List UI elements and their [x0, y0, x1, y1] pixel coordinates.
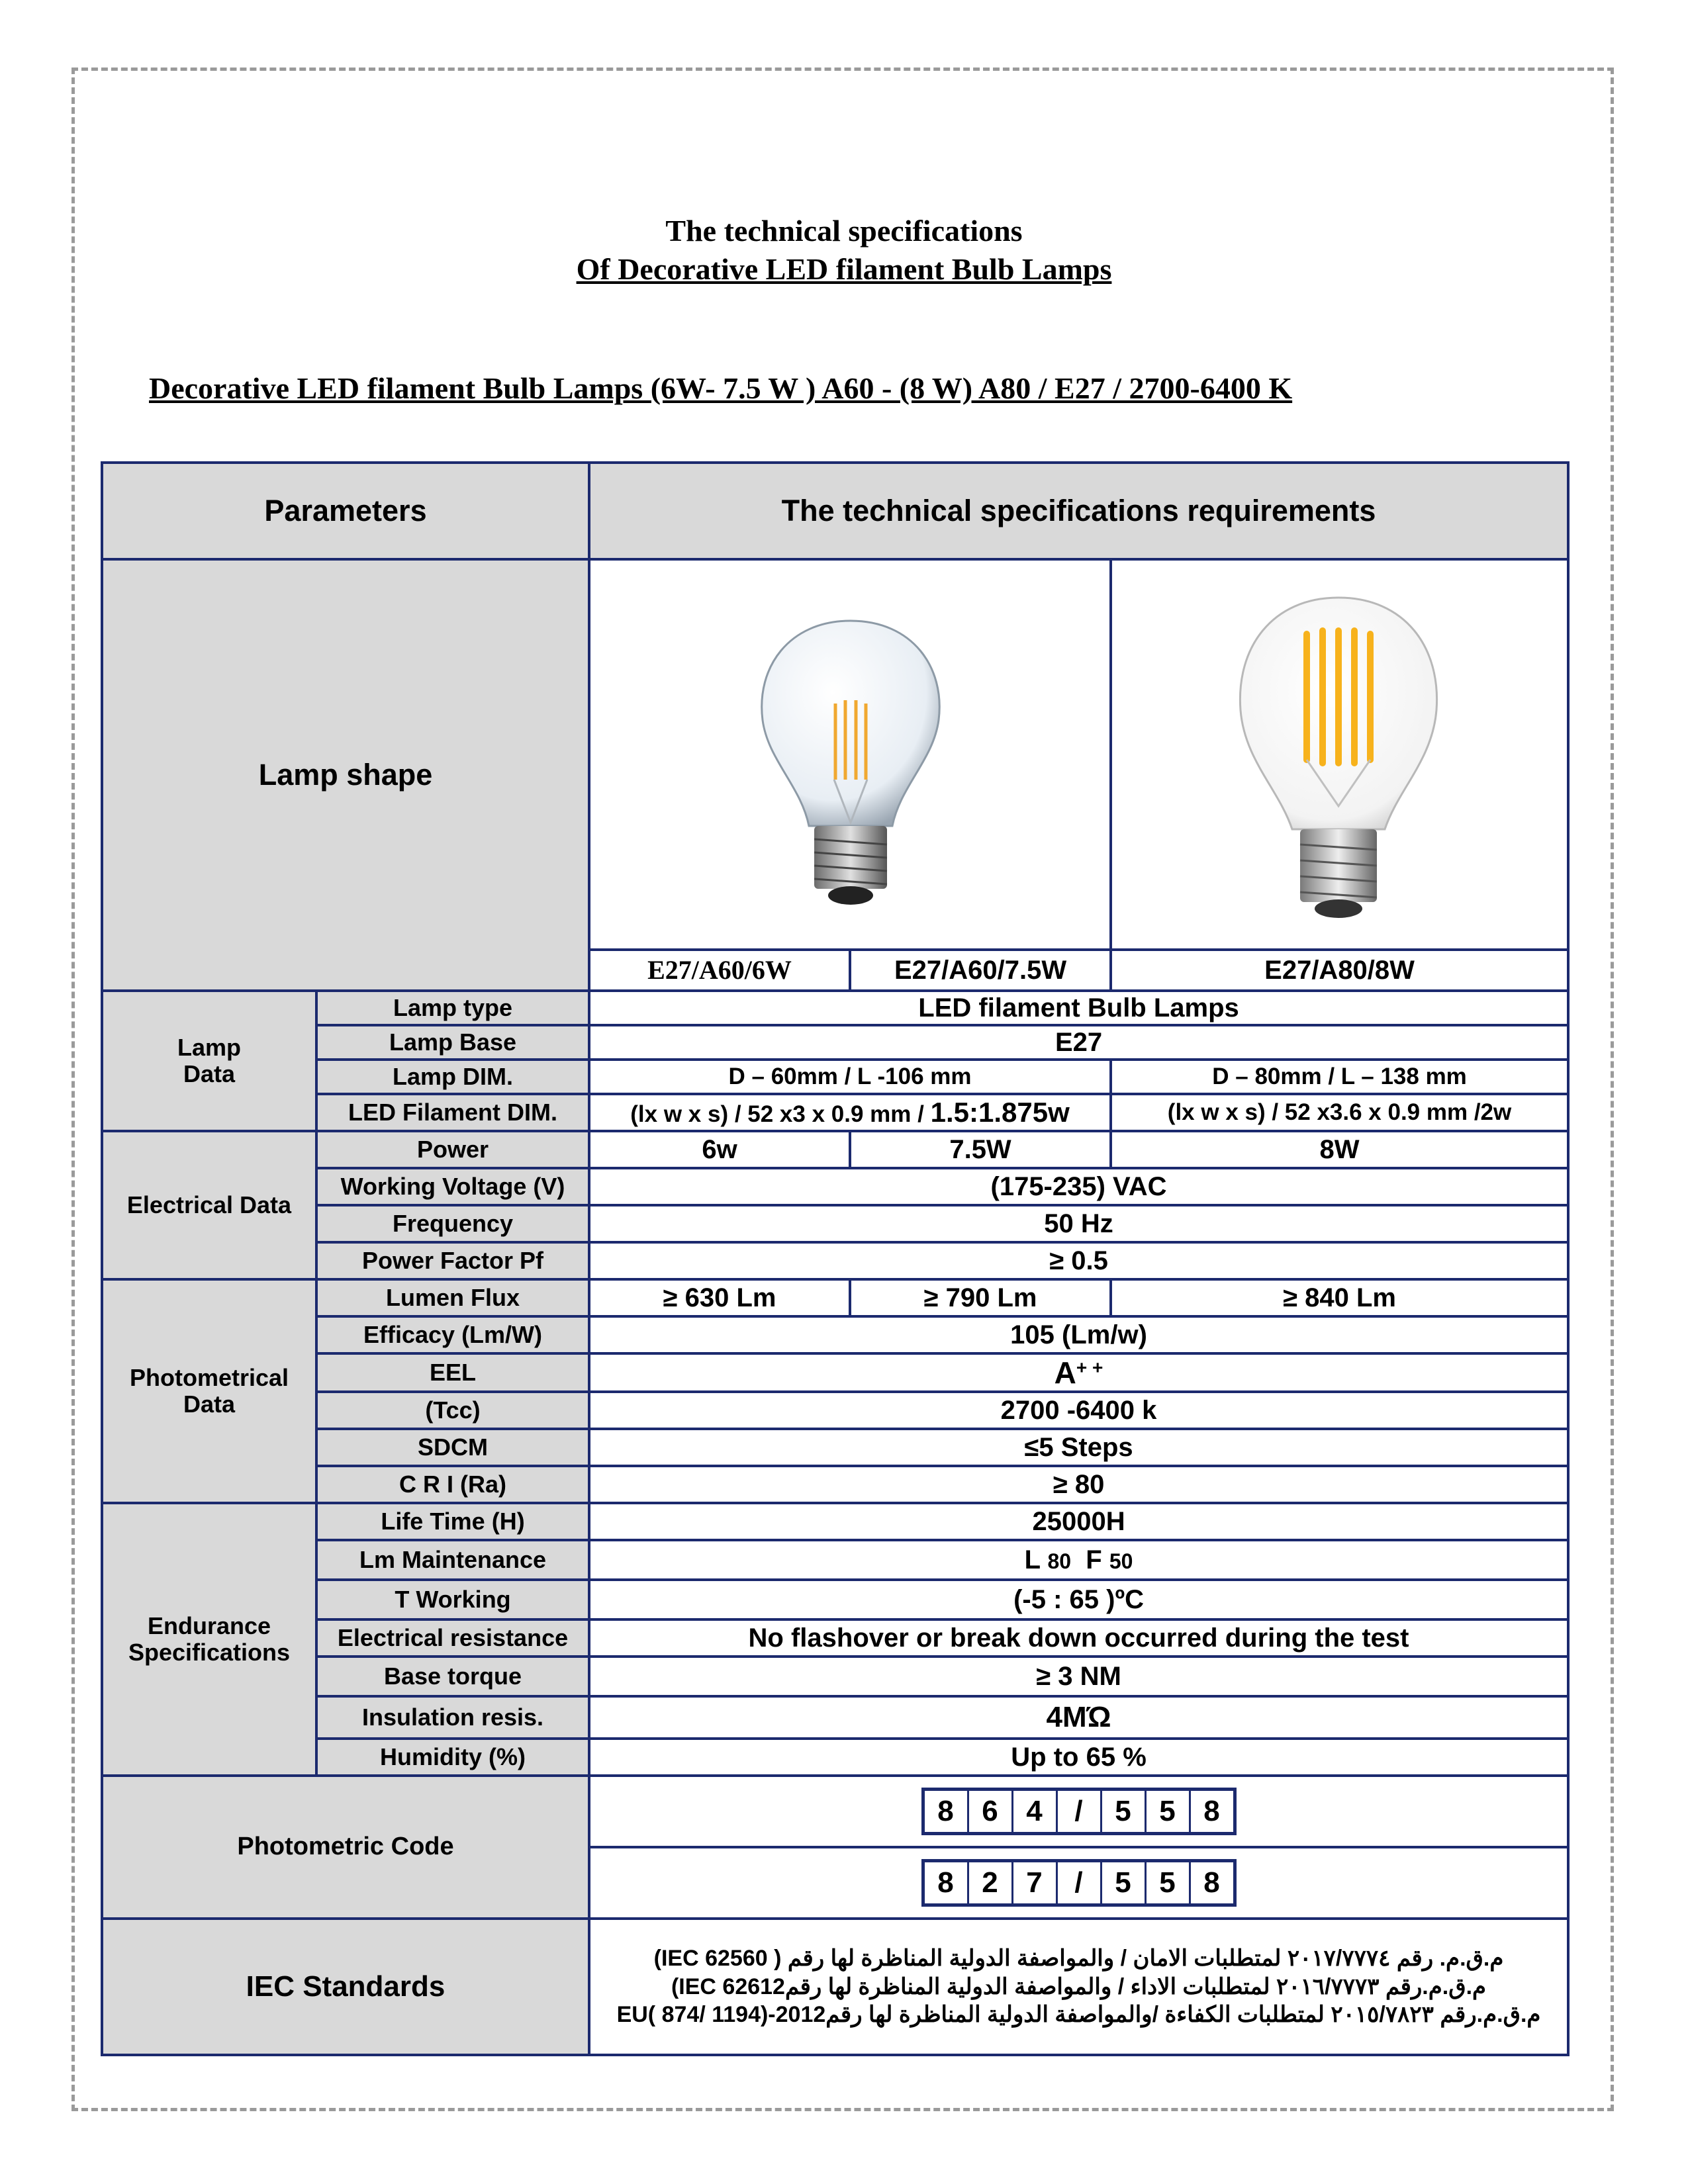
a60-bulb-illustration	[590, 561, 1111, 945]
value-cri: ≥ 80	[589, 1466, 1568, 1503]
lamp-image-a80	[1111, 559, 1568, 950]
label-cri: C R I (Ra)	[316, 1466, 589, 1503]
value-tcc: 2700 -6400 k	[589, 1392, 1568, 1429]
code2-digit: 5	[1102, 1862, 1147, 1903]
code1-digit: 4	[1013, 1791, 1058, 1832]
photometric-code-1	[921, 1788, 1237, 1835]
value-lamp-dim-a80: D – 80mm / L – 138 mm	[1111, 1060, 1568, 1094]
label-efficacy: Efficacy (Lm/W)	[316, 1316, 589, 1353]
iec-standard-line: م.ق.م.رقم ٢٠١٥/٧٨٢٣ لمتطلبات الكفاءة /والمواصفة الدولية المناظرة لها رقم2012-(1194 /874 )EU	[616, 2002, 1541, 2028]
value-efficacy: 105 (Lm/w)	[589, 1316, 1568, 1353]
label-electrical-resistance: Electrical resistance	[316, 1619, 589, 1657]
iec-standard-line: م.ق.م.رقم ٢٠١٦/٧٧٧٣ لمتطلبات الاداء / والمواصفة الدولية المناظرة لها رقمIEC 62612)	[671, 1974, 1487, 1999]
document-title-line1: The technical specifications	[665, 214, 1023, 248]
photometric-code-row-2	[589, 1847, 1568, 1919]
label-lamp-base: Lamp Base	[316, 1025, 589, 1060]
document-subtitle: Decorative LED filament Bulb Lamps (6W- 7.5 W ) A60 - (8 W) A80 / E27 / 2700-6400 K	[149, 371, 1293, 405]
value-lumen-790: ≥ 790 Lm	[850, 1279, 1111, 1316]
value-power-6w: 6w	[589, 1131, 850, 1168]
label-working-voltage: Working Voltage (V)	[316, 1168, 589, 1205]
model-e27-a60-6w: E27/A60/6W	[589, 950, 850, 991]
code1-digit: 6	[969, 1791, 1013, 1832]
value-base-torque: ≥ 3 NM	[589, 1657, 1568, 1696]
model-e27-a60-7-5w: E27/A60/7.5W	[850, 950, 1111, 991]
label-power-factor: Power Factor Pf	[316, 1242, 589, 1279]
value-working-voltage: (175-235) VAC	[589, 1168, 1568, 1205]
group-electrical-data: Electrical Data	[102, 1131, 316, 1279]
label-t-working: T Working	[316, 1580, 589, 1619]
code1-separator: /	[1058, 1791, 1102, 1832]
header-parameters: Parameters	[102, 463, 589, 559]
label-iec-standards: IEC Standards	[102, 1919, 589, 2055]
value-frequency: 50 Hz	[589, 1205, 1568, 1242]
a80-bulb-illustration	[1113, 561, 1566, 945]
lamp-image-a60	[589, 559, 1111, 950]
label-frequency: Frequency	[316, 1205, 589, 1242]
value-lumen-630: ≥ 630 Lm	[589, 1279, 850, 1316]
model-e27-a80-8w: E27/A80/8W	[1111, 950, 1568, 991]
label-humidity: Humidity (%)	[316, 1739, 589, 1776]
lamp-shape-label: Lamp shape	[102, 559, 589, 991]
value-humidity: Up to 65 %	[589, 1739, 1568, 1776]
code2-digit: 5	[1147, 1862, 1191, 1903]
iec-standards-list	[589, 1919, 1568, 2055]
value-lamp-dim-a60: D – 60mm / L -106 mm	[589, 1060, 1111, 1094]
label-insulation-resistance: Insulation resis.	[316, 1696, 589, 1739]
code2-digit: 2	[969, 1862, 1013, 1903]
label-lumen-flux: Lumen Flux	[316, 1279, 589, 1316]
value-led-filament-a60: (lx w x s) / 52 x3 x 0.9 mm / 1.5:1.875w	[589, 1094, 1111, 1131]
label-sdcm: SDCM	[316, 1429, 589, 1466]
code1-digit: 5	[1147, 1791, 1191, 1832]
photometric-code-row-1	[589, 1776, 1568, 1847]
value-lamp-type: LED filament Bulb Lamps	[589, 991, 1568, 1025]
value-power-7-5w: 7.5W	[850, 1131, 1111, 1168]
value-lamp-base: E27	[589, 1025, 1568, 1060]
header-requirements: The technical specifications requirements	[589, 463, 1568, 559]
value-lumen-840: ≥ 840 Lm	[1111, 1279, 1568, 1316]
code1-digit: 5	[1102, 1791, 1147, 1832]
label-eel: EEL	[316, 1353, 589, 1392]
value-electrical-resistance: No flashover or break down occurred during the test	[589, 1619, 1568, 1657]
value-life-time: 25000H	[589, 1503, 1568, 1540]
label-life-time: Life Time (H)	[316, 1503, 589, 1540]
value-eel: A+ +	[589, 1353, 1568, 1392]
group-photometrical-data: Photometrical Data	[102, 1279, 316, 1503]
label-photometric-code: Photometric Code	[102, 1776, 589, 1919]
group-endurance-specifications: Endurance Specifications	[102, 1503, 316, 1776]
label-tcc: (Tcc)	[316, 1392, 589, 1429]
code2-digit: 8	[1203, 1866, 1220, 1899]
value-led-filament-a80: (lx w x s) / 52 x3.6 x 0.9 mm /2w	[1111, 1094, 1568, 1131]
value-insulation-resistance: 4MΏ	[589, 1696, 1568, 1739]
photometric-code-2	[921, 1859, 1237, 1907]
value-power-8w: 8W	[1111, 1131, 1568, 1168]
code1-digit: 8	[925, 1791, 969, 1832]
group-lamp-data: Lamp Data	[102, 991, 316, 1131]
code2-digit: 8	[925, 1862, 969, 1903]
code2-digit: 7	[1013, 1862, 1058, 1903]
code1-digit: 8	[1203, 1795, 1220, 1827]
value-power-factor: ≥ 0.5	[589, 1242, 1568, 1279]
iec-standard-line: م.ق.م. رقم ٢٠١٧/٧٧٧٤ لمتطلبات الامان / والمواصفة الدولية المناظرة لها رقم ( IEC 62560)	[653, 1946, 1504, 1972]
label-lamp-type: Lamp type	[316, 991, 589, 1025]
document-title-line2: Of Decorative LED filament Bulb Lamps	[576, 252, 1112, 286]
code2-separator: /	[1058, 1862, 1102, 1903]
value-lm-maintenance: L 80 F 50	[589, 1540, 1568, 1580]
label-lamp-dim: Lamp DIM.	[316, 1060, 589, 1094]
label-lm-maintenance: Lm Maintenance	[316, 1540, 589, 1580]
label-base-torque: Base torque	[316, 1657, 589, 1696]
specifications-table	[101, 461, 1570, 2056]
label-led-filament-dim: LED Filament DIM.	[316, 1094, 589, 1131]
label-power: Power	[316, 1131, 589, 1168]
value-t-working: (-5 : 65 )ºC	[589, 1580, 1568, 1619]
value-sdcm: ≤5 Steps	[589, 1429, 1568, 1466]
